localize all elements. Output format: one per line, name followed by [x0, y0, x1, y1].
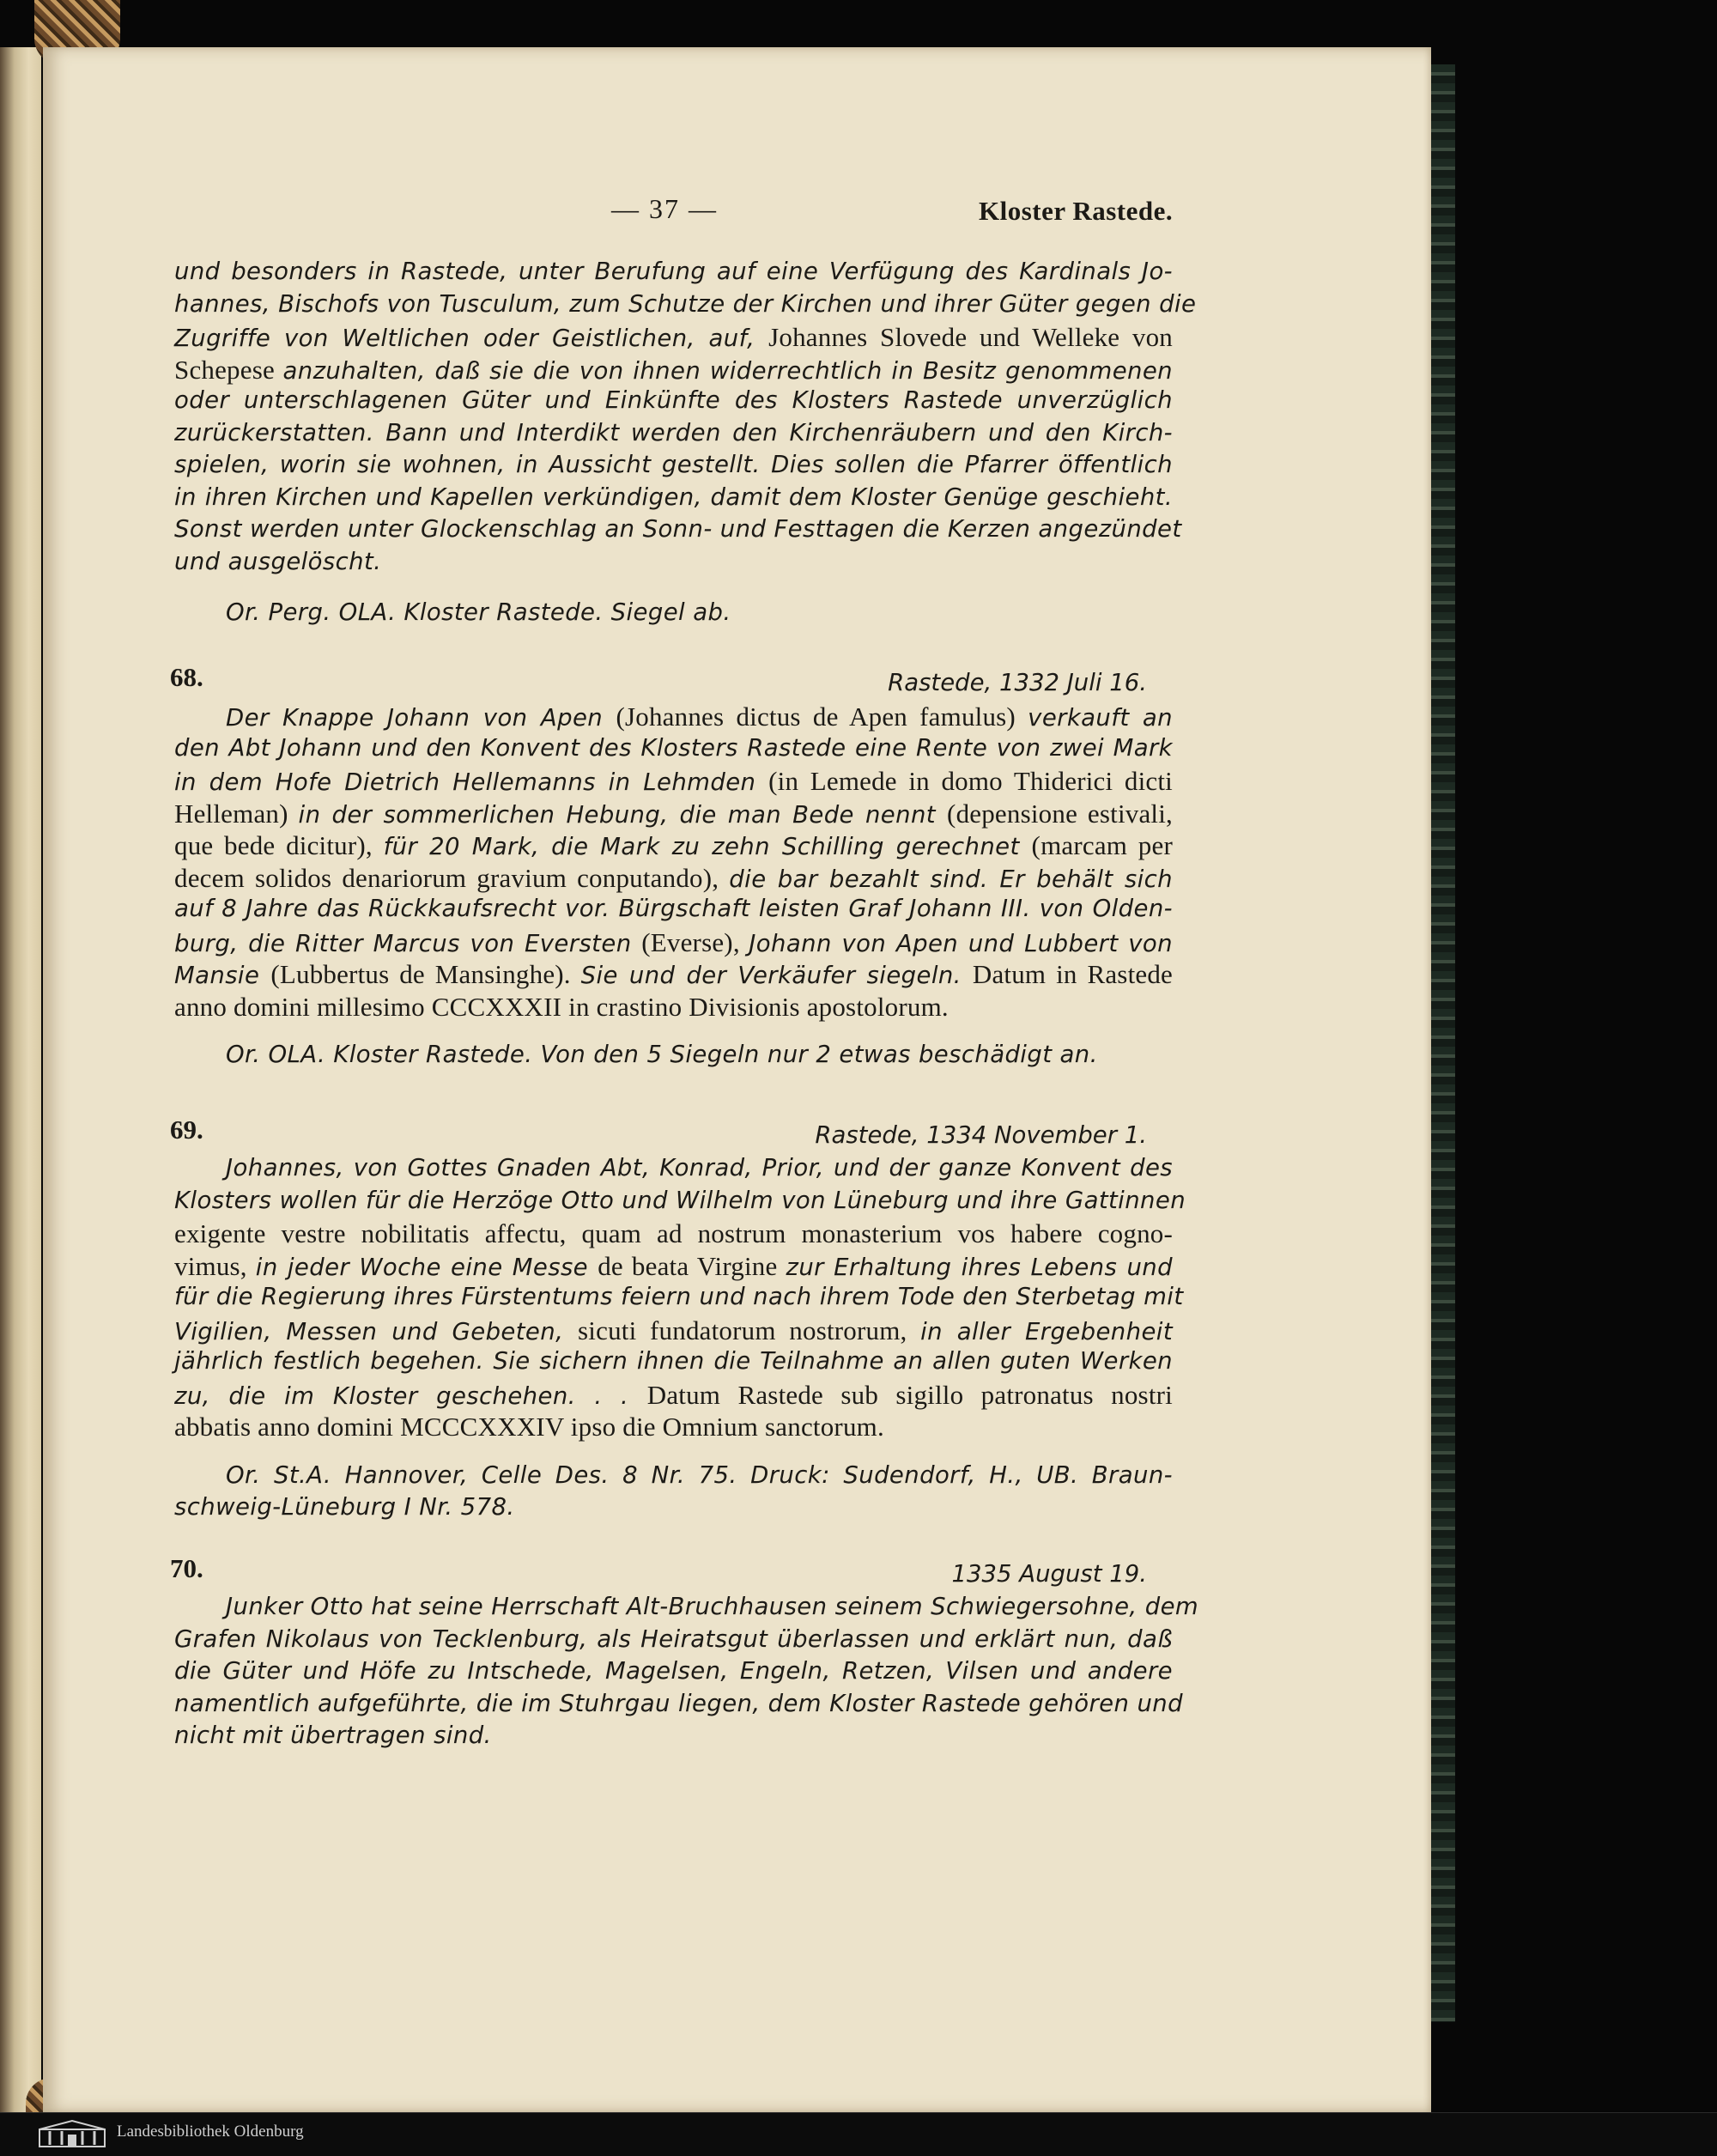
- text-line: [174, 258, 1173, 285]
- german-text: spielen, worin sie wohnen, in Aussicht gestellt. Dies sollen die Pfarrer öffentlich: [174, 451, 1173, 478]
- latin-text: (marcam per: [1031, 830, 1173, 860]
- german-text: zur Erhaltung ihres Lebens und: [786, 1253, 1173, 1281]
- source-note: Or. Perg. OLA. Kloster Rastede. Siegel ab.: [226, 598, 731, 626]
- source-note: Or. St.A. Hannover, Celle Des. 8 Nr. 75. Druck: Sudendorf, H., UB. Braun-: [226, 1461, 1173, 1489]
- latin-text: sicuti fundatorum nostrorum,: [578, 1315, 921, 1345]
- text-line: [174, 1722, 1173, 1749]
- text-line: [174, 1186, 1186, 1214]
- german-text: anzuhalten, daß sie die von ihnen widerrechtlich in Besitz genommenen: [282, 356, 1173, 385]
- text-line: [174, 322, 1173, 353]
- latin-text: Helleman): [174, 798, 299, 829]
- text-line: [174, 766, 1173, 797]
- german-text: Vigilien, Messen und Gebeten,: [174, 1317, 579, 1345]
- text-line: [174, 1657, 1173, 1685]
- text-line: [174, 863, 1173, 894]
- entry-number: 69.: [170, 1114, 203, 1145]
- library-name: Landesbibliothek Oldenburg: [117, 2123, 304, 2141]
- german-text: für 20 Mark, die Mark zu zehn Schilling gerechnet: [383, 833, 1032, 860]
- latin-text: Johannes Slovede und Welleke von: [768, 322, 1173, 352]
- german-text: und besonders in Rastede, unter Berufung auf eine Verfügung des Kardinals Jo-: [174, 258, 1173, 285]
- german-text: Sonst werden unter Glockenschlag an Sonn- und Festtagen die Kerzen angezündet: [174, 515, 1182, 543]
- source-note: Or. OLA. Kloster Rastede. Von den 5 Siegeln nur 2 etwas beschädigt an.: [226, 1041, 1098, 1068]
- text-line: [174, 1251, 1173, 1282]
- german-text: namentlich aufgeführte, die im Stuhrgau liegen, dem Kloster Rastede gehören und: [174, 1689, 1183, 1717]
- text-line: [226, 701, 1173, 732]
- latin-text: vimus,: [174, 1250, 256, 1281]
- entry-date: 1335 August 19.: [951, 1560, 1147, 1588]
- entry-date: Rastede, 1332 Juli 16.: [888, 669, 1147, 696]
- latin-text: exigente vestre nobilitatis affectu, quam ad nostrum monasterium vos habere cogno-: [174, 1218, 1173, 1248]
- german-text: in der sommerlichen Hebung, die man Bede nennt: [298, 800, 948, 829]
- latin-text: (Lubbertus de Mansinghe).: [270, 959, 581, 989]
- text-line: [174, 515, 1182, 543]
- german-text: hannes, Bischofs von Tusculum, zum Schutze der Kirchen und ihrer Güter gegen die: [174, 289, 1197, 318]
- german-text: jährlich festlich begehen. Sie sichern ihnen die Teilnahme an allen guten Werken: [174, 1347, 1173, 1375]
- german-text: Junker Otto hat seine Herrschaft Alt-Bruchhausen seinem Schwiegersohne, dem: [226, 1593, 1199, 1620]
- german-text: verkauft an: [1028, 704, 1173, 732]
- latin-text: decem solidos denariorum gravium conputando),: [174, 862, 730, 893]
- german-text: in jeder Woche eine Messe: [255, 1253, 598, 1281]
- book-cover-edge: [1431, 64, 1455, 2022]
- german-text: burg, die Ritter Marcus von Eversten: [174, 929, 642, 957]
- latin-text: abbatis anno domini MCCCXXXIV ipso die Omnium sanctorum.: [174, 1412, 884, 1442]
- entry-number: 68.: [170, 662, 203, 692]
- german-text: Der Knappe Johann von Apen: [226, 704, 616, 732]
- german-text: den Abt Johann und den Konvent des Klosters Rastede eine Rente von zwei Mark: [174, 733, 1173, 762]
- text-line: [174, 830, 1173, 861]
- german-text: Johannes, von Gottes Gnaden Abt, Konrad, Prior, und der ganze Konvent des: [226, 1154, 1173, 1181]
- text-line: [226, 1593, 1199, 1620]
- german-text: Grafen Nikolaus von Tecklenburg, als Heiratsgut überlassen und erklärt nun, daß: [174, 1625, 1173, 1653]
- text-line: [174, 419, 1173, 446]
- german-text: die bar bezahlt sind. Er behält sich: [729, 865, 1173, 893]
- text-line: [226, 1154, 1173, 1181]
- text-line: [174, 734, 1173, 762]
- text-line: [174, 1625, 1173, 1653]
- text-line: [174, 1412, 1173, 1442]
- latin-text: Schepese: [174, 354, 283, 385]
- latin-text: (Johannes dictus de Apen famulus): [616, 701, 1028, 732]
- text-line: [174, 895, 1173, 922]
- german-text: auf 8 Jahre das Rückkaufsrecht vor. Bürgschaft leisten Graf Johann III. von Olden-: [174, 895, 1173, 922]
- left-page-edge: [0, 47, 41, 2112]
- text-line: [174, 1689, 1183, 1717]
- german-text: Mansie: [174, 962, 271, 989]
- german-text: Klosters wollen für die Herzöge Otto und Wilhelm von Lüneburg und ihre Gattinnen: [174, 1186, 1186, 1214]
- entry-number: 70.: [170, 1553, 203, 1583]
- library-building-icon: [38, 2119, 106, 2148]
- source-note: schweig-Lüneburg I Nr. 578.: [174, 1493, 515, 1521]
- text-line: [174, 992, 1173, 1023]
- latin-text: de beata Virgine: [598, 1250, 786, 1281]
- german-text: oder unterschlagenen Güter und Einkünfte des Klosters Rastede unverzüglich: [174, 386, 1173, 414]
- german-text: zu, die im Kloster geschehen. . .: [174, 1382, 647, 1410]
- entry-date: Rastede, 1334 November 1.: [815, 1121, 1147, 1149]
- german-text: für die Regierung ihres Fürstentums feiern und nach ihrem Tode den Sterbetag mit: [174, 1283, 1184, 1310]
- latin-text: (in Lemede in domo Thiderici dicti: [768, 766, 1173, 796]
- latin-text: (Everse),: [641, 926, 749, 957]
- text-line: [174, 959, 1173, 990]
- text-line: [174, 483, 1173, 511]
- german-text: in aller Ergebenheit: [920, 1317, 1174, 1345]
- german-text: nicht mit übertragen sind.: [174, 1722, 492, 1749]
- running-header: Kloster Rastede.: [979, 196, 1174, 226]
- german-text: in ihren Kirchen und Kapellen verkündigen, damit dem Kloster Genüge geschieht.: [174, 483, 1173, 511]
- text-line: [174, 548, 1173, 575]
- text-line: [174, 1283, 1184, 1310]
- text-line: [174, 1218, 1173, 1249]
- latin-text: que bede dicitur),: [174, 830, 384, 860]
- text-line: [174, 1315, 1173, 1346]
- text-line: [174, 386, 1173, 414]
- german-text: Sie und der Verkäufer siegeln.: [580, 962, 973, 989]
- german-text: die Güter und Höfe zu Intschede, Magelsen, Engeln, Retzen, Vilsen und andere: [174, 1657, 1173, 1685]
- text-line: [174, 355, 1173, 386]
- text-line: [174, 1347, 1173, 1375]
- latin-text: (depensione estivali,: [947, 798, 1174, 829]
- german-text: in dem Hofe Dietrich Hellemanns in Lehmden: [174, 768, 769, 796]
- german-text: Zugriffe von Weltlichen oder Geistlichen, auf,: [174, 325, 769, 352]
- text-line: [174, 451, 1173, 478]
- text-line: [174, 799, 1173, 829]
- latin-text: Datum in Rastede: [972, 959, 1173, 989]
- latin-text: anno domini millesimo CCCXXXII in crastino Divisionis apostolorum.: [174, 991, 949, 1022]
- text-line: [174, 289, 1197, 318]
- latin-text: Datum Rastede sub sigillo patronatus nostri: [646, 1379, 1173, 1410]
- german-text: Johann von Apen und Lubbert von: [749, 929, 1173, 957]
- page-number: — 37 —: [611, 193, 718, 224]
- text-line: [174, 927, 1173, 958]
- german-text: und ausgelöscht.: [174, 547, 382, 575]
- text-line: [174, 1380, 1173, 1411]
- german-text: zurückerstatten. Bann und Interdikt werden den Kirchenräubern und den Kirch-: [174, 418, 1173, 446]
